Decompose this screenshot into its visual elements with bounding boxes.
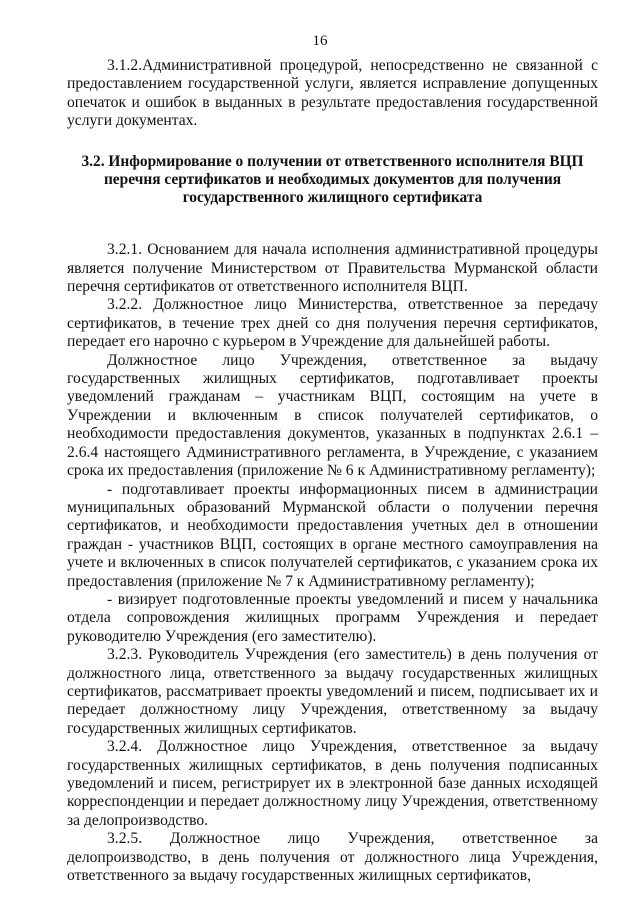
section-heading-3-2 <box>67 153 598 208</box>
paragraph-prepare-letters: - подготавливает проекты информационных писем в администрации муниципальных образований Мурманской области о получении перечня сертификатов, и необходимости предоставления учетных дел в отношении граждан - участников ВЦП, состоящих в органе местного самоуправления на учете и включенных в список получателей сертификатов, с указанием срока их предоставления (приложение № 7 к Административному регламенту); <box>67 480 598 590</box>
paragraph-3-2-2: 3.2.2. Должностное лицо Министерства, ответственное за передачу сертификатов, в течение трех дней со дня получения перечня сертификатов, передает его нарочно с курьером в Учреждение для дальнейшей работы. <box>67 296 598 351</box>
paragraph-endorse-drafts: - визирует подготовленные проекты уведомлений и писем у начальника отдела сопровождения жилищных программ Учреждения и передает руководителю Учреждения (его заместителю). <box>67 590 598 645</box>
paragraph-3-2-5: 3.2.5. Должностное лицо Учреждения, ответственное за делопроизводство, в день получения от должностного лица Учреждения, ответственного за выдачу государственных жилищных сертификатов, <box>67 830 598 885</box>
section-heading-line: перечня сертификатов и необходимых документов для получения <box>103 170 562 188</box>
document-body <box>67 57 598 885</box>
page-number: 16 <box>312 33 328 49</box>
paragraph-official-duties: Должностное лицо Учреждения, ответственное за выдачу государственных жилищных сертификатов, подготавливает проекты уведомлений гражданам – участникам ВЦП, состоящим на учете в Учреждении и включенным в список получателей сертификатов, о необходимости предоставления документов, указанных в подпунктах 2.6.1 – 2.6.4 настоящего Административного регламента, в Учреждение, с указанием срока их предоставления (приложение № 6 к Административному регламенту); <box>67 351 598 480</box>
section-heading-line: 3.2. Информирование о получении от ответственного исполнителя ВЦП <box>81 152 584 170</box>
paragraph-3-2-4: 3.2.4. Должностное лицо Учреждения, ответственное за выдачу государственных жилищных сертификатов, в день получения подписанных уведомлений и писем, регистрирует их в электронной базе данных исходящей корреспонденции и передает должностному лицу Учреждения, ответственному за делопроизводство. <box>67 738 598 829</box>
paragraph-3-1-2: 3.1.2.Административной процедурой, непосредственно не связанной с предоставлением государственной услуги, является исправление допущенных опечаток и ошибок в выданных в результате предоставления государственной услуги документах. <box>67 57 598 130</box>
paragraph-3-2-1: 3.2.1. Основанием для начала исполнения административной процедуры является получение Министерством от Правительства Мурманской области перечня сертификатов от ответственного исполнителя ВЦП. <box>67 241 598 296</box>
section-heading-line: государственного жилищного сертификата <box>182 189 483 207</box>
paragraph-3-2-3: 3.2.3. Руководитель Учреждения (его заместитель) в день получения от должностного лица, ответственного за выдачу государственных жилищных сертификатов, рассматривает проекты уведомлений и писем, подписывает их и передает должностному лицу Учреждения, ответственному за выдачу государственных жилищных сертификатов. <box>67 646 598 737</box>
